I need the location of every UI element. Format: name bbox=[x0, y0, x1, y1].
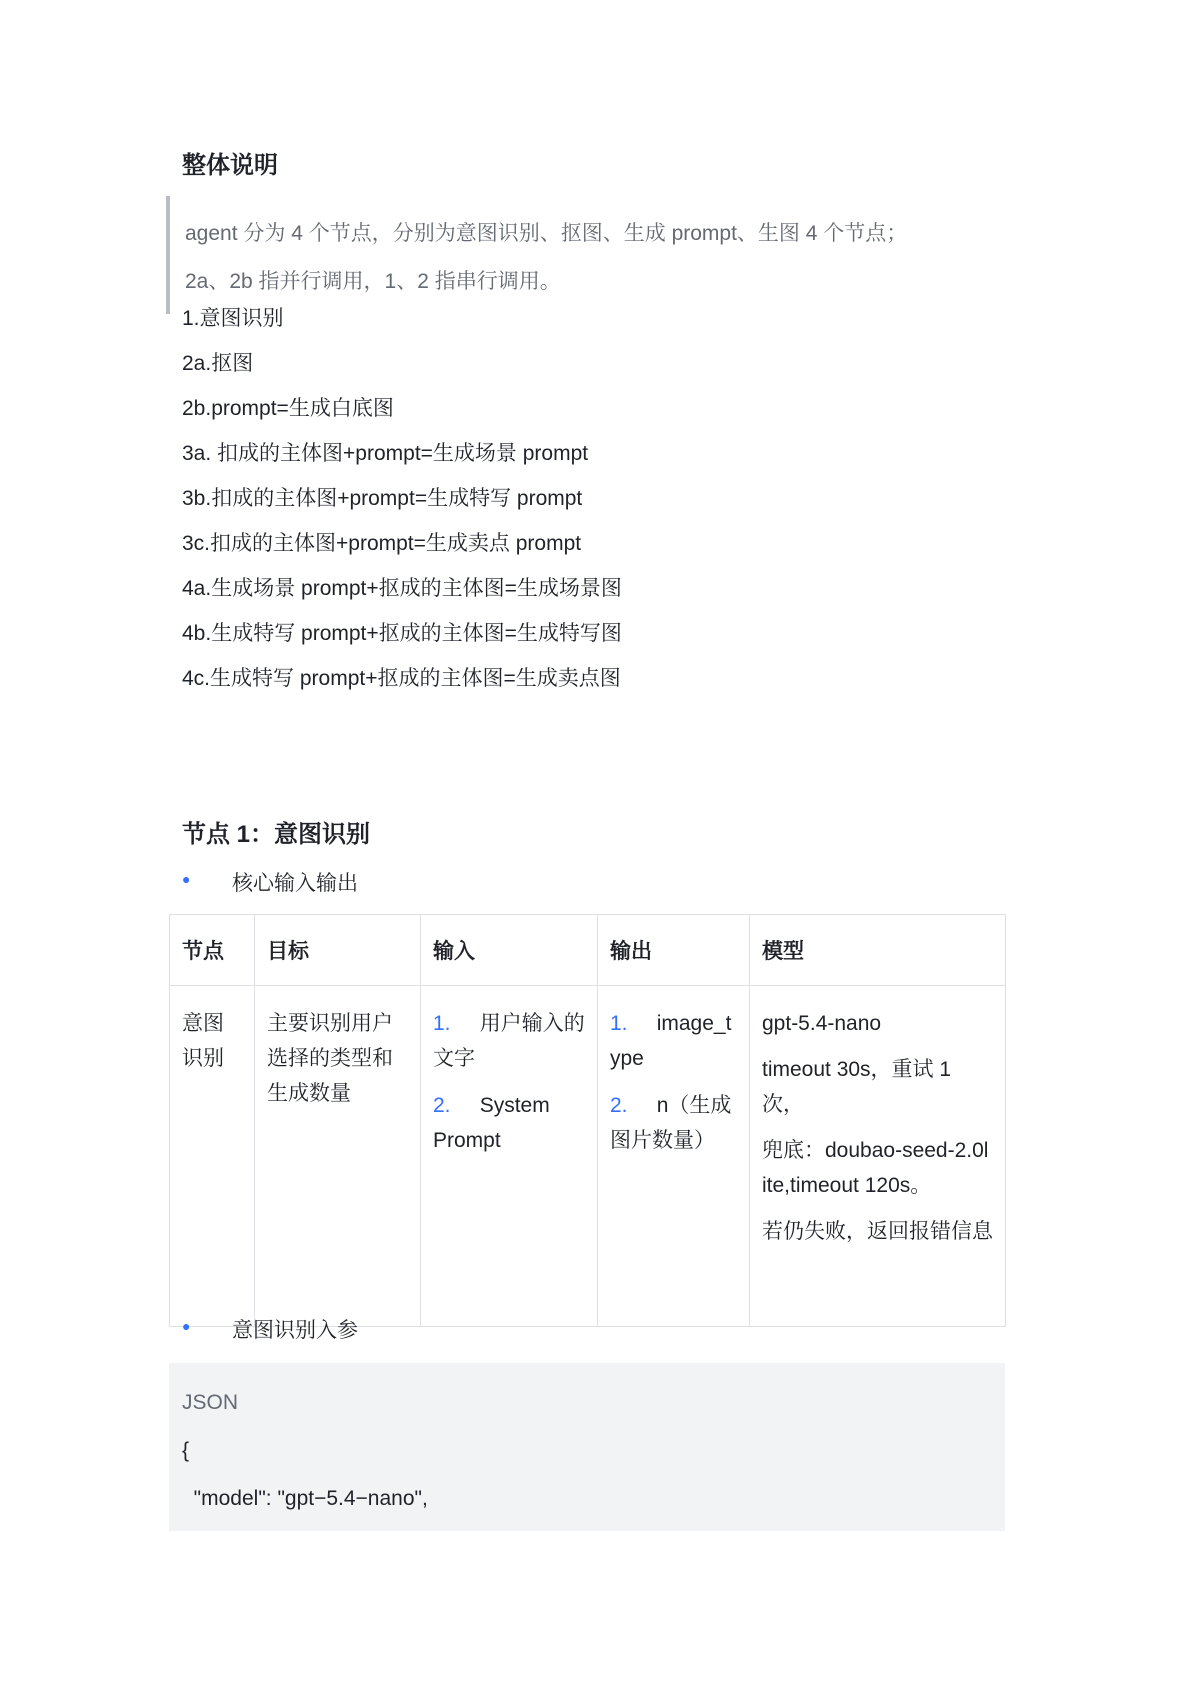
list-text: n（生成图片数量） bbox=[610, 1094, 732, 1152]
list-text: System Prompt bbox=[433, 1094, 550, 1152]
bullet-text: 核心输入输出 bbox=[232, 872, 358, 895]
code-line: "model": "gpt−5.4−nano", bbox=[182, 1487, 428, 1510]
list-item bbox=[610, 1006, 737, 1076]
list-number: 2. bbox=[610, 1094, 628, 1117]
list-item bbox=[433, 1006, 585, 1076]
quote-line: 2a、2b 指并行调用，1、2 指串行调用。 bbox=[185, 270, 561, 293]
model-timeout: timeout 30s，重试 1 次， bbox=[762, 1058, 952, 1116]
cell-model bbox=[750, 986, 1006, 1327]
code-block bbox=[169, 1363, 1005, 1531]
step-item: 4a.生成场景 prompt+抠成的主体图=生成场景图 bbox=[182, 577, 622, 600]
list-item bbox=[610, 1088, 737, 1158]
list-number: 1. bbox=[610, 1012, 628, 1035]
bullet-text: 意图识别入参 bbox=[232, 1319, 358, 1342]
model-fallback: 兜底：doubao-seed-2.0lite,timeout 120s。 bbox=[762, 1139, 989, 1197]
step-item: 4b.生成特写 prompt+抠成的主体图=生成特写图 bbox=[182, 622, 622, 645]
cell-goal: 主要识别用户选择的类型和生成数量 bbox=[255, 986, 421, 1327]
list-text: 用户输入的文字 bbox=[433, 1012, 585, 1070]
step-item: 2b.prompt=生成白底图 bbox=[182, 397, 394, 420]
cell-outputs bbox=[598, 986, 750, 1327]
list-number: 1. bbox=[433, 1012, 451, 1035]
table-row bbox=[170, 986, 1006, 1327]
node1-heading: 节点 1：意图识别 bbox=[182, 821, 371, 848]
io-table bbox=[169, 914, 1006, 1327]
code-language-label: JSON bbox=[182, 1391, 239, 1414]
header-cell-input: 输入 bbox=[421, 915, 598, 986]
cell-inputs bbox=[421, 986, 598, 1327]
overview-quote-block bbox=[166, 196, 950, 314]
quote-line: agent 分为 4 个节点，分别为意图识别、抠图、生成 prompt、生图 4 个节点； bbox=[185, 222, 908, 245]
cell-node: 意图识别 bbox=[170, 986, 255, 1327]
list-number: 2. bbox=[433, 1094, 451, 1117]
step-item: 2a.抠图 bbox=[182, 352, 254, 375]
step-item: 3c.扣成的主体图+prompt=生成卖点 prompt bbox=[182, 532, 582, 555]
step-item: 3b.扣成的主体图+prompt=生成特写 prompt bbox=[182, 487, 583, 510]
bullet-dot-icon: ● bbox=[182, 1318, 191, 1334]
header-cell-goal: 目标 bbox=[255, 915, 421, 986]
header-cell-model: 模型 bbox=[750, 915, 1006, 986]
overview-heading: 整体说明 bbox=[182, 152, 278, 179]
step-item: 4c.生成特写 prompt+抠成的主体图=生成卖点图 bbox=[182, 667, 621, 690]
header-cell-node: 节点 bbox=[170, 915, 255, 986]
step-item: 3a. 扣成的主体图+prompt=生成场景 prompt bbox=[182, 442, 589, 465]
table-header-row bbox=[170, 915, 1006, 986]
header-cell-output: 输出 bbox=[598, 915, 750, 986]
list-text: image_type bbox=[610, 1012, 732, 1070]
model-error-note: 若仍失败，返回报错信息 bbox=[762, 1220, 993, 1243]
code-line: { bbox=[182, 1439, 190, 1462]
model-name: gpt-5.4-nano bbox=[762, 1012, 882, 1035]
bullet-dot-icon: ● bbox=[182, 871, 191, 887]
list-item bbox=[433, 1088, 585, 1158]
step-item: 1.意图识别 bbox=[182, 307, 284, 330]
